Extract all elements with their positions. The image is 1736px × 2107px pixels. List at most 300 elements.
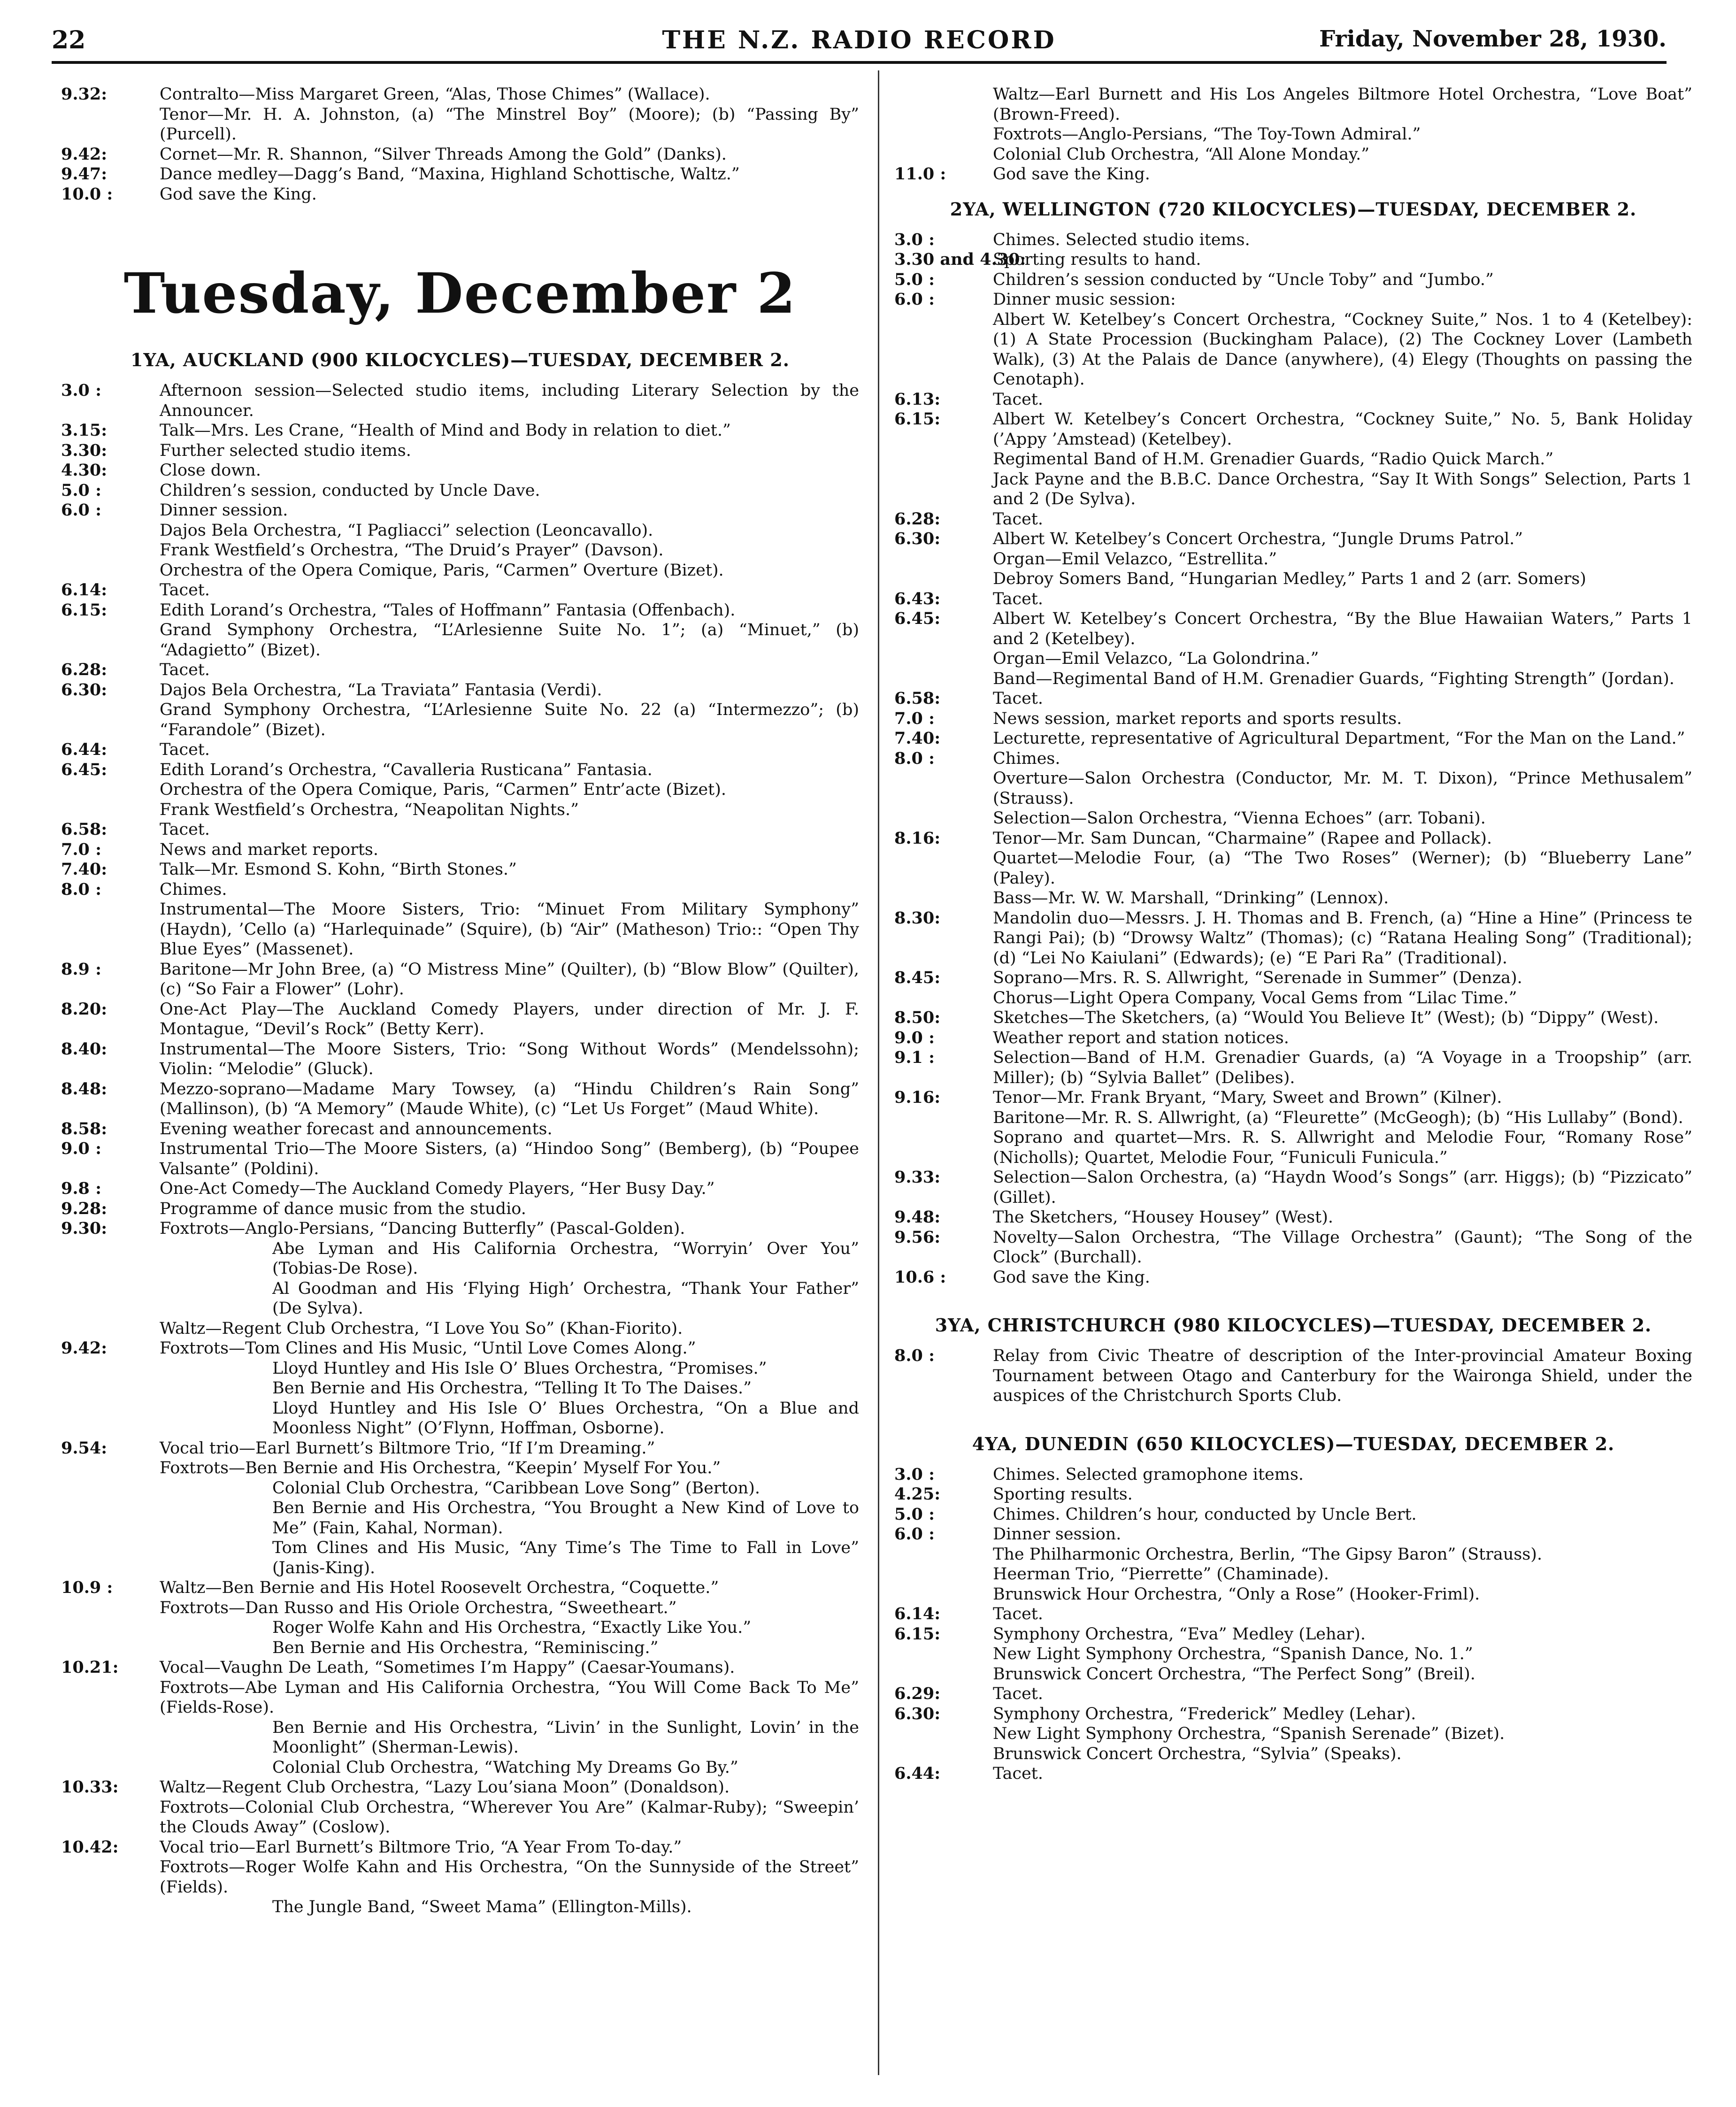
1ya-foxtrot-sub: [61, 1239, 859, 1319]
entry-time: 8.50:: [894, 1008, 941, 1027]
entry-time: 6.0 :: [894, 290, 935, 309]
entry-time: 10.9 :: [61, 1578, 113, 1597]
4ya-entries: [894, 1465, 1692, 1784]
entry-text: Baritone—Mr John Bree, (a) “O Mistress Mine” (Quilter), (b) “Blow Blow” (Quilter), (c) “So Fair a Flower” (Lohr).: [160, 960, 859, 999]
entry-time: 5.0 :: [61, 480, 101, 500]
entry-time: [894, 1545, 993, 1565]
entry-text: Chimes. Selected gramophone items.: [993, 1465, 1304, 1484]
entry-text: Bass—Mr. W. W. Marshall, “Drinking” (Lennox).: [993, 889, 1389, 907]
entry-text: Edith Lorand’s Orchestra, “Tales of Hoffmann” Fantasia (Offenbach).: [160, 600, 736, 620]
entry-text: Close down.: [160, 461, 261, 480]
programme-entry: [61, 900, 859, 960]
entry-time: 3.30 and 4.30:: [894, 250, 1026, 269]
entry-text: Tenor—Mr. Frank Bryant, “Mary, Sweet and Brown” (Kilner).: [993, 1088, 1502, 1107]
1ya-entries-4: [61, 1578, 859, 1618]
programme-entry: [894, 808, 1692, 829]
programme-entry: [61, 540, 859, 561]
entry-text: Edith Lorand’s Orchestra, “Cavalleria Rusticana” Fantasia.: [160, 760, 653, 779]
programme-entry: [894, 85, 1692, 124]
entry-time: 9.1 :: [894, 1048, 935, 1067]
entry-time: 8.20:: [61, 999, 108, 1019]
programme-entry: [61, 1179, 859, 1199]
entry-text: Selection—Salon Orchestra, (a) “Haydn Wood’s Songs” (arr. Higgs); (b) “Pizzicato” (Gillet).: [993, 1168, 1692, 1207]
entry-text: Albert W. Ketelbey’s Concert Orchestra, “Cockney Suite,” No. 5, Bank Holiday (’Appy ’Amstead) (Ketelbey).: [993, 410, 1692, 449]
entry-text: News and market reports.: [160, 840, 379, 859]
programme-subentry: Lloyd Huntley and His Isle O’ Blues Orchestra, “Promises.”: [272, 1359, 767, 1378]
3ya-entries: [894, 1346, 1692, 1406]
entry-time: 9.56:: [894, 1227, 941, 1247]
entry-text: Vocal trio—Earl Burnett’s Biltmore Trio, “If I’m Dreaming.”: [160, 1438, 655, 1458]
1ya-sub-942: [61, 1359, 859, 1438]
1ya-sub-1021: [61, 1718, 859, 1778]
entry-time: 8.40:: [61, 1039, 108, 1059]
entry-time: 6.0 :: [894, 1524, 935, 1544]
entry-time: 6.14:: [894, 1604, 941, 1623]
programme-entry: [61, 461, 859, 481]
entry-time: 9.0 :: [894, 1028, 935, 1047]
programme-entry: [61, 1319, 859, 1339]
programme-subentry: Tom Clines and His Music, “Any Time’s The Time to Fall in Love” (Janis-King).: [272, 1538, 859, 1577]
left-column: [61, 85, 859, 1917]
entry-time: [61, 800, 160, 820]
programme-entry: [894, 709, 1692, 729]
programme-entry: [894, 1268, 1692, 1288]
programme-entry: [61, 1777, 859, 1798]
entry-time: 8.9 :: [61, 959, 101, 979]
entry-text: Heerman Trio, “Pierrette” (Chaminade).: [993, 1565, 1329, 1584]
programme-entry: [61, 960, 859, 1000]
right-top-entries: [894, 85, 1692, 185]
programme-entry: [61, 1678, 859, 1718]
day-title: Tuesday, December 2: [123, 261, 797, 326]
entry-text: Instrumental—The Moore Sisters, Trio: “Minuet From Military Symphony” (Haydn), ’Cello (a) “Harlequinade” (Squire), (b) “Air” (Matheson) Trio:: “Open Thy Blue Eyes” (Massenet).: [160, 900, 859, 959]
programme-entry: [894, 124, 1692, 145]
entry-text: One-Act Comedy—The Auckland Comedy Players, “Her Busy Day.”: [160, 1179, 715, 1198]
entry-time: [894, 848, 993, 888]
programme-entry: [61, 620, 859, 660]
entry-time: 3.15:: [61, 421, 108, 440]
entry-text: God save the King.: [993, 165, 1150, 184]
entry-time: 6.15:: [894, 1624, 941, 1644]
entry-time: [61, 540, 160, 561]
programme-entry: [894, 1008, 1692, 1028]
programme-entry: [61, 500, 859, 521]
entry-text: Weather report and station notices.: [993, 1028, 1289, 1047]
entry-time: 10.0 :: [61, 184, 113, 204]
programme-entry: [894, 609, 1692, 649]
entry-text: Relay from Civic Theatre of description of the Inter-provincial Amateur Boxing Tournament between Otago and Canterbury for the Waironga Shield, under the auspices of the Christchurch Sports Club.: [993, 1346, 1692, 1405]
entry-text: New Light Symphony Orchestra, “Spanish Serenade” (Bizet).: [993, 1724, 1505, 1743]
entry-time: [894, 988, 993, 1008]
entry-time: 10.33:: [61, 1777, 119, 1797]
entry-time: 6.44:: [61, 740, 108, 759]
entry-text: Grand Symphony Orchestra, “L’Arlesienne Suite No. 22 (a) “Intermezzo”; (b) “Farandole” (Bizet).: [160, 700, 859, 739]
entry-time: 10.42:: [61, 1837, 119, 1857]
entry-text: Organ—Emil Velazco, “Estrellita.”: [993, 549, 1277, 569]
programme-entry: [61, 660, 859, 680]
entry-text: Tacet.: [993, 1684, 1043, 1703]
entry-time: 9.42:: [61, 1338, 108, 1358]
programme-subentry: Colonial Club Orchestra, “Watching My Dreams Go By.”: [272, 1758, 738, 1777]
programme-entry: [61, 580, 859, 600]
entry-time: [894, 310, 993, 390]
entry-text: News session, market reports and sports results.: [993, 709, 1402, 728]
1ya-entries-3: [61, 1438, 859, 1478]
entry-time: 5.0 :: [894, 269, 935, 289]
programme-entry: [894, 1168, 1692, 1207]
programme-entry: [894, 1228, 1692, 1268]
programme-subentry: Colonial Club Orchestra, “Caribbean Love Song” (Berton).: [272, 1478, 760, 1498]
entry-text: Chimes.: [160, 880, 227, 899]
entry-time: 6.58:: [894, 689, 941, 708]
entry-time: 9.47:: [61, 164, 108, 184]
entry-time: 7.0 :: [894, 708, 935, 728]
entry-text: Cornet—Mr. R. Shannon, “Silver Threads Among the Gold” (Danks).: [160, 145, 727, 164]
programme-entry: [894, 1088, 1692, 1108]
entry-text: Talk—Mrs. Les Crane, “Health of Mind and Body in relation to diet.”: [160, 421, 731, 440]
entry-time: [894, 1108, 993, 1128]
entry-text: Tacet.: [160, 740, 210, 759]
1ya-entries-6: [61, 1777, 859, 1897]
programme-subentry: Al Goodman and His ‘Flying High’ Orchestra, “Thank Your Father” (De Sylva).: [272, 1279, 859, 1318]
station-heading-3ya: 3YA, CHRISTCHURCH (980 KILOCYCLES)—TUESDAY, DECEMBER 2.: [935, 1315, 1652, 1336]
programme-entry: [61, 1039, 859, 1079]
programme-entry: [61, 760, 859, 780]
entry-text: Tenor—Mr. Sam Duncan, “Charmaine” (Rapee and Pollack).: [993, 829, 1492, 848]
programme-subentry: Lloyd Huntley and His Isle O’ Blues Orchestra, “On a Blue and Moonless Night” (O’Flynn, Hoffman, Osborne).: [272, 1399, 859, 1438]
entry-text: God save the King.: [160, 185, 317, 204]
programme-entry: [894, 1644, 1692, 1664]
entry-time: 3.0 :: [61, 381, 101, 400]
entry-text: Brunswick Concert Orchestra, “Sylvia” (Speaks).: [993, 1744, 1402, 1763]
entry-time: 8.48:: [61, 1079, 108, 1099]
entry-text: Evening weather forecast and announcements.: [160, 1119, 553, 1138]
programme-entry: [894, 908, 1692, 969]
page-header: [52, 26, 1667, 63]
entry-time: 3.0 :: [894, 230, 935, 249]
programme-entry: [61, 1139, 859, 1179]
entry-time: 11.0 :: [894, 164, 946, 184]
entry-text: Symphony Orchestra, “Frederick” Medley (Lehar).: [993, 1704, 1416, 1723]
programme-entry: [61, 85, 859, 105]
entry-text: Frank Westfield’s Orchestra, “The Druid’s Prayer” (Davson).: [160, 541, 664, 560]
entry-time: [894, 808, 993, 829]
programme-entry: [894, 968, 1692, 988]
entry-text: Dinner music session:: [993, 290, 1176, 309]
entry-time: [61, 105, 160, 145]
entry-text: Mandolin duo—Messrs. J. H. Thomas and B. French, (a) “Hine a Hine” (Princess te Rangi Pai); (b) “Drowsy Waltz” (Thomas); (c) “Ratana Healing Song” (Traditional); (d) “Lei No Kaiulani” (Edwards); (e) “E Pari Ra” (Traditional).: [993, 908, 1692, 968]
programme-entry: [894, 1505, 1692, 1525]
entry-time: 6.30:: [61, 680, 108, 700]
1ya-entries: [61, 381, 859, 1239]
programme-entry: [61, 1119, 859, 1139]
programme-entry: [894, 1524, 1692, 1545]
programme-entry: [894, 888, 1692, 908]
entry-time: 8.0 :: [61, 879, 101, 899]
programme-entry: [894, 988, 1692, 1008]
programme-entry: [894, 1584, 1692, 1605]
issue-date: Friday, November 28, 1930.: [1319, 26, 1667, 52]
entry-time: [61, 561, 160, 581]
entry-time: 3.30:: [61, 440, 108, 460]
entry-text: Overture—Salon Orchestra (Conductor, Mr. M. T. Dixon), “Prince Methusalem” (Strauss).: [993, 769, 1692, 808]
programme-entry: [894, 549, 1692, 569]
header-rule: [52, 61, 1667, 64]
programme-subentry: Ben Bernie and His Orchestra, “Livin’ in the Sunlight, Lovin’ in the Moonlight” (Sherman-Lewis).: [272, 1718, 859, 1757]
entry-text: Orchestra of the Opera Comique, Paris, “Carmen” Overture (Bizet).: [160, 561, 724, 580]
entry-text: Foxtrots—Abe Lyman and His California Orchestra, “You Will Come Back To Me” (Fields-Rose).: [160, 1678, 859, 1717]
programme-entry: [61, 1598, 859, 1618]
programme-entry: [894, 1684, 1692, 1704]
programme-entry: [894, 829, 1692, 849]
programme-entry: [894, 409, 1692, 449]
programme-entry: [61, 860, 859, 880]
entry-text: Foxtrots—Roger Wolfe Kahn and His Orchestra, “On the Sunnyside of the Street” (Fields).: [160, 1858, 859, 1897]
programme-entry: [894, 469, 1692, 509]
entry-text: Vocal trio—Earl Burnett’s Biltmore Trio, “A Year From To-day.”: [160, 1838, 682, 1857]
entry-time: 6.29:: [894, 1684, 941, 1703]
programme-entry: [894, 449, 1692, 469]
entry-text: Chimes. Selected studio items.: [993, 230, 1250, 249]
entry-time: 9.0 :: [61, 1139, 101, 1158]
programme-entry: [61, 600, 859, 621]
entry-time: 9.48:: [894, 1207, 941, 1227]
entry-text: Band—Regimental Band of H.M. Grenadier Guards, “Fighting Strength” (Jordan).: [993, 669, 1675, 688]
entry-text: Regimental Band of H.M. Grenadier Guards, “Radio Quick March.”: [993, 450, 1554, 469]
entry-text: Organ—Emil Velazco, “La Golondrina.”: [993, 649, 1319, 668]
programme-entry: [894, 1048, 1692, 1088]
entry-time: [61, 700, 160, 740]
programme-entry: [894, 1664, 1692, 1684]
entry-time: [61, 620, 160, 660]
programme-entry: [894, 390, 1692, 410]
entry-text: Chimes. Children’s hour, conducted by Uncle Bert.: [993, 1505, 1417, 1524]
programme-entry: [61, 1458, 859, 1478]
programme-entry: [61, 421, 859, 441]
entry-time: [894, 1128, 993, 1168]
entry-time: 6.45:: [894, 609, 941, 628]
entry-text: Tacet.: [993, 509, 1043, 529]
programme-entry: [894, 1764, 1692, 1784]
entry-time: 5.0 :: [894, 1504, 935, 1524]
entry-time: [61, 1319, 160, 1339]
spacer: [894, 1406, 1692, 1419]
programme-entry: [894, 1724, 1692, 1744]
programme-subentry: Abe Lyman and His California Orchestra, “Worryin’ Over You” (Tobias-De Rose).: [272, 1239, 859, 1278]
entry-time: 9.42:: [61, 144, 108, 164]
entry-text: Tacet.: [993, 1764, 1043, 1783]
entry-time: 6.44:: [894, 1764, 941, 1783]
entry-time: [894, 569, 993, 589]
entry-time: 8.16:: [894, 828, 941, 848]
programme-entry: [61, 800, 859, 820]
entry-time: 8.58:: [61, 1119, 108, 1138]
entry-time: [61, 1458, 160, 1478]
entry-time: 9.32:: [61, 85, 108, 104]
entry-text: Grand Symphony Orchestra, “L’Arlesienne Suite No. 1”; (a) “Minuet,” (b) “Adagietto” (Bizet).: [160, 621, 859, 660]
programme-entry: [61, 820, 859, 840]
programme-entry: [61, 1578, 859, 1598]
entry-text: New Light Symphony Orchestra, “Spanish Dance, No. 1.”: [993, 1645, 1473, 1663]
programme-entry: [61, 1857, 859, 1897]
programme-entry: [894, 1624, 1692, 1645]
column-divider: [878, 70, 879, 2075]
entry-time: [61, 1598, 160, 1618]
entry-time: 4.25:: [894, 1484, 941, 1504]
entry-time: [894, 1564, 993, 1584]
entry-time: 4.30:: [61, 461, 108, 480]
entry-time: 9.30:: [61, 1219, 108, 1238]
programme-entry: [894, 270, 1692, 290]
entry-time: [894, 85, 993, 124]
entry-text: Waltz—Earl Burnett and His Los Angeles Biltmore Hotel Orchestra, “Love Boat” (Brown-Freed).: [993, 85, 1692, 124]
entry-text: Dinner session.: [160, 501, 288, 520]
programme-entry: [61, 840, 859, 860]
programme-entry: [61, 780, 859, 800]
entry-time: 8.45:: [894, 968, 941, 987]
entry-time: [894, 1584, 993, 1605]
entry-time: [894, 649, 993, 669]
entry-text: Dance medley—Dagg’s Band, “Maxina, Highland Schottische, Waltz.”: [160, 165, 740, 184]
entry-time: [894, 449, 993, 469]
entry-text: Sketches—The Sketchers, (a) “Would You Believe It” (West); (b) “Dippy” (West).: [993, 1008, 1659, 1027]
entry-text: Tacet.: [160, 820, 210, 839]
entry-text: Foxtrots—Colonial Club Orchestra, “Wherever You Are” (Kalmar-Ruby); “Sweepin’ the Clouds Away” (Coslow).: [160, 1798, 859, 1837]
programme-entry: [894, 749, 1692, 769]
entry-text: Albert W. Ketelbey’s Concert Orchestra, “Cockney Suite,” Nos. 1 to 4 (Ketelbey): (1) A State Procession (Buckingham Palace), (2) The Cockney Lover (Lambeth Walk), (3) At the Palais de Dance (anywhere), (4) Elegy (Thoughts on passing the Cenotaph).: [993, 310, 1692, 389]
entry-time: 6.13:: [894, 389, 941, 409]
2ya-entries: [894, 230, 1692, 1288]
1ya-entries-2: [61, 1319, 859, 1359]
entry-time: [61, 1678, 160, 1718]
entry-text: The Sketchers, “Housey Housey” (West).: [993, 1208, 1333, 1227]
entry-text: Contralto—Miss Margaret Green, “Alas, Those Chimes” (Wallace).: [160, 85, 710, 104]
entry-text: Foxtrots—Anglo-Persians, “Dancing Butterfly” (Pascal-Golden).: [160, 1219, 685, 1238]
programme-entry: [894, 164, 1692, 185]
entry-text: Foxtrots—Anglo-Persians, “The Toy-Town Admiral.”: [993, 125, 1421, 144]
entry-time: 7.40:: [894, 729, 941, 748]
entry-text: Chorus—Light Opera Company, Vocal Gems from “Lilac Time.”: [993, 988, 1517, 1007]
programme-entry: [61, 1079, 859, 1119]
programme-subentry: The Jungle Band, “Sweet Mama” (Ellington-Mills).: [272, 1898, 692, 1916]
entry-text: Tacet.: [160, 581, 210, 600]
programme-entry: [61, 700, 859, 740]
programme-entry: [61, 1000, 859, 1039]
entry-time: [894, 669, 993, 689]
entry-text: Lecturette, representative of Agricultural Department, “For the Man on the Land.”: [993, 729, 1685, 748]
entry-time: 8.0 :: [894, 1346, 935, 1365]
left-top-entries: [61, 85, 859, 204]
programme-entry: [894, 589, 1692, 609]
entry-time: 6.30:: [894, 1704, 941, 1723]
entry-time: [894, 469, 993, 509]
entry-time: [894, 888, 993, 908]
entry-text: Tacet.: [993, 589, 1043, 608]
programme-subentry: Roger Wolfe Kahn and His Orchestra, “Exactly Like You.”: [272, 1618, 752, 1637]
entry-text: Dinner session.: [993, 1525, 1121, 1544]
programme-entry: [894, 1484, 1692, 1505]
programme-entry: [61, 561, 859, 581]
entry-time: 7.0 :: [61, 839, 101, 859]
entry-time: [894, 1664, 993, 1684]
entry-time: [894, 769, 993, 808]
programme-entry: [894, 729, 1692, 749]
entry-text: Programme of dance music from the studio.: [160, 1199, 526, 1218]
entry-text: Further selected studio items.: [160, 441, 411, 460]
entry-time: 6.28:: [61, 660, 108, 679]
entry-time: 9.8 :: [61, 1179, 101, 1198]
entry-text: Soprano—Mrs. R. S. Allwright, “Serenade in Summer” (Denza).: [993, 969, 1522, 987]
programme-entry: [894, 1604, 1692, 1624]
programme-entry: [61, 105, 859, 145]
publication-title: THE N.Z. RADIO RECORD: [662, 26, 1056, 54]
entry-time: [894, 1744, 993, 1764]
programme-entry: [894, 1744, 1692, 1764]
programme-subentry: Ben Bernie and His Orchestra, “You Brought a New Kind of Love to Me” (Fain, Kahal, Norman).: [272, 1499, 859, 1538]
programme-entry: [894, 769, 1692, 808]
programme-entry: [894, 1108, 1692, 1128]
programme-entry: [894, 1545, 1692, 1565]
entry-text: Tacet.: [993, 390, 1043, 409]
entry-text: Orchestra of the Opera Comique, Paris, “Carmen” Entr’acte (Bizet).: [160, 780, 726, 799]
entry-text: Selection—Salon Orchestra, “Vienna Echoes” (arr. Tobani).: [993, 809, 1486, 828]
programme-entry: [61, 1338, 859, 1359]
entry-text: Tacet.: [160, 661, 210, 679]
entry-text: Instrumental Trio—The Moore Sisters, (a) “Hindoo Song” (Bemberg), (b) “Poupee Valsante” (Poldini).: [160, 1139, 859, 1178]
programme-subentry: Ben Bernie and His Orchestra, “Telling It To The Daises.”: [272, 1379, 752, 1398]
entry-time: [894, 1724, 993, 1744]
spacer: [894, 1287, 1692, 1300]
1ya-sub-1042: [61, 1897, 859, 1917]
programme-entry: [61, 185, 859, 205]
right-column: [894, 85, 1692, 1784]
programme-entry: [894, 290, 1692, 310]
programme-entry: [894, 1128, 1692, 1168]
entry-text: Afternoon session—Selected studio items, including Literary Selection by the Announcer.: [160, 381, 859, 420]
entry-text: Jack Payne and the B.B.C. Dance Orchestra, “Say It With Songs” Selection, Parts 1 and 2 (De Sylva).: [993, 469, 1692, 508]
entry-time: 9.33:: [894, 1168, 941, 1187]
programme-entry: [61, 481, 859, 501]
entry-time: 9.16:: [894, 1088, 941, 1107]
entry-time: [894, 124, 993, 145]
entry-time: 6.0 :: [61, 500, 101, 520]
entry-time: [61, 900, 160, 960]
programme-entry: [61, 1658, 859, 1678]
entry-time: 10.21:: [61, 1658, 119, 1677]
entry-time: 9.54:: [61, 1438, 108, 1458]
programme-entry: [894, 848, 1692, 888]
entry-text: Talk—Mr. Esmond S. Kohn, “Birth Stones.”: [160, 860, 517, 879]
entry-time: 6.43:: [894, 589, 941, 608]
entry-text: Waltz—Ben Bernie and His Hotel Roosevelt Orchestra, “Coquette.”: [160, 1578, 719, 1597]
entry-text: Soprano and quartet—Mrs. R. S. Allwright and Melodie Four, “Romany Rose” (Nicholls); Quartet, Melodie Four, “Funiculi Funicula.”: [993, 1128, 1692, 1167]
programme-entry: [894, 669, 1692, 689]
entry-time: 8.0 :: [894, 748, 935, 768]
programme-entry: [894, 529, 1692, 549]
entry-text: Mezzo-soprano—Madame Mary Towsey, (a) “Hindu Children’s Rain Song” (Mallinson), (b) “A Memory” (Maude White), (c) “Let Us Forget” (Maud White).: [160, 1079, 859, 1118]
entry-text: Debroy Somers Band, “Hungarian Medley,” Parts 1 and 2 (arr. Somers): [993, 569, 1586, 588]
entry-text: Tenor—Mr. H. A. Johnston, (a) “The Minstrel Boy” (Moore); (b) “Passing By” (Purcell).: [160, 105, 859, 144]
entry-time: 3.0 :: [894, 1464, 935, 1484]
entry-time: 6.15:: [61, 600, 108, 620]
entry-time: 6.58:: [61, 820, 108, 839]
programme-entry: [61, 441, 859, 461]
station-heading-2ya: 2YA, WELLINGTON (720 KILOCYCLES)—TUESDAY, DECEMBER 2.: [950, 198, 1637, 220]
programme-entry: [61, 1199, 859, 1219]
programme-entry: [894, 1346, 1692, 1406]
programme-entry: [61, 1798, 859, 1838]
entry-time: 10.6 :: [894, 1267, 946, 1287]
